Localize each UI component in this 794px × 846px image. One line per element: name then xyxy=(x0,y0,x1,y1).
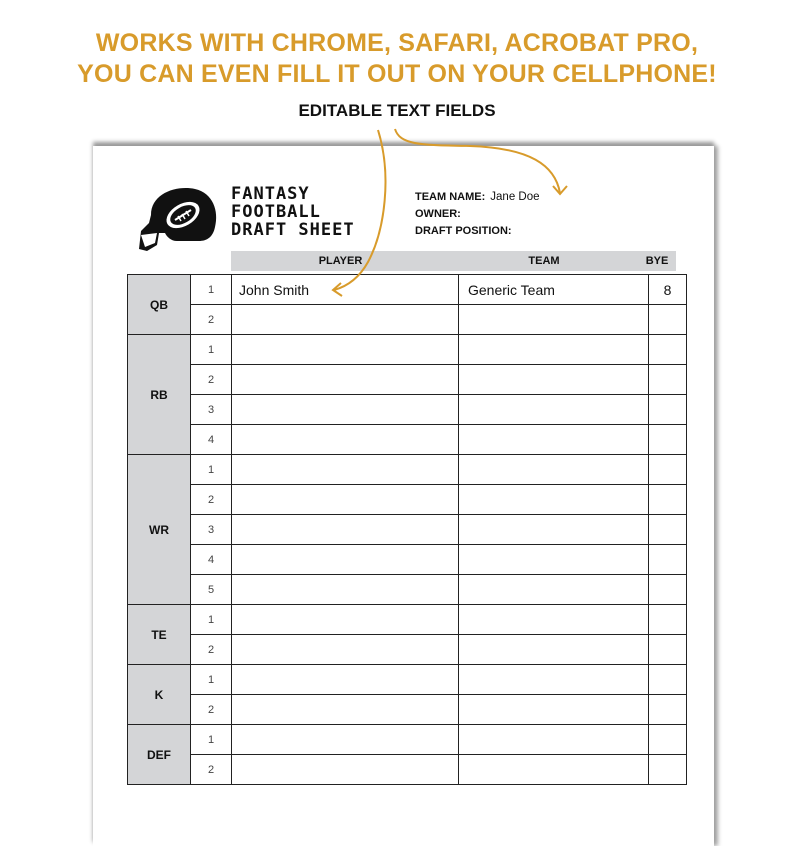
player-field[interactable] xyxy=(232,485,459,515)
bye-field[interactable] xyxy=(649,605,687,635)
bye-field[interactable] xyxy=(649,695,687,725)
player-field[interactable]: John Smith xyxy=(232,275,459,305)
pick-number: 1 xyxy=(191,275,232,305)
table-row xyxy=(128,365,687,395)
bye-field[interactable] xyxy=(649,755,687,785)
team-field[interactable] xyxy=(459,395,649,425)
table-row xyxy=(128,725,687,755)
team-field[interactable] xyxy=(459,305,649,335)
table-row xyxy=(128,335,687,365)
pick-number: 4 xyxy=(191,425,232,455)
table-row xyxy=(128,545,687,575)
team-field[interactable] xyxy=(459,425,649,455)
table-row xyxy=(128,485,687,515)
bye-field[interactable] xyxy=(649,665,687,695)
table-row xyxy=(128,665,687,695)
owner-row xyxy=(415,206,540,223)
position-label: TE xyxy=(128,605,191,665)
bye-field[interactable]: 8 xyxy=(649,275,687,305)
pick-number: 2 xyxy=(191,755,232,785)
position-label: RB xyxy=(128,335,191,455)
sheet-title xyxy=(231,185,355,239)
position-label: QB xyxy=(128,275,191,335)
pick-number: 2 xyxy=(191,635,232,665)
player-field[interactable] xyxy=(232,515,459,545)
bye-field[interactable] xyxy=(649,545,687,575)
bye-field[interactable] xyxy=(649,515,687,545)
player-field[interactable] xyxy=(232,425,459,455)
player-field[interactable] xyxy=(232,335,459,365)
table-row xyxy=(128,305,687,335)
table-row xyxy=(128,635,687,665)
pick-number: 3 xyxy=(191,515,232,545)
table-row xyxy=(128,515,687,545)
pick-number: 2 xyxy=(191,695,232,725)
player-field[interactable] xyxy=(232,665,459,695)
player-field[interactable] xyxy=(232,755,459,785)
owner-label: OWNER: xyxy=(415,208,461,220)
bye-field[interactable] xyxy=(649,425,687,455)
team-field[interactable] xyxy=(459,545,649,575)
pick-number: 3 xyxy=(191,395,232,425)
pick-number: 2 xyxy=(191,305,232,335)
bye-field[interactable] xyxy=(649,335,687,365)
position-label: DEF xyxy=(128,725,191,785)
draft-position-label: DRAFT POSITION: xyxy=(415,225,512,237)
player-field[interactable] xyxy=(232,545,459,575)
bye-field[interactable] xyxy=(649,725,687,755)
headline-line-2: YOU CAN EVEN FILL IT OUT ON YOUR CELLPHONE! xyxy=(77,60,717,88)
pick-number: 1 xyxy=(191,455,232,485)
team-field[interactable] xyxy=(459,695,649,725)
column-header-bar xyxy=(231,251,676,271)
column-header-team: TEAM xyxy=(528,255,560,267)
pick-number: 1 xyxy=(191,665,232,695)
player-field[interactable] xyxy=(232,575,459,605)
team-field[interactable]: Generic Team xyxy=(459,275,649,305)
bye-field[interactable] xyxy=(649,455,687,485)
pick-number: 1 xyxy=(191,605,232,635)
bye-field[interactable] xyxy=(649,395,687,425)
table-row xyxy=(128,695,687,725)
table-row xyxy=(128,455,687,485)
bye-field[interactable] xyxy=(649,575,687,605)
editable-fields-caption: EDITABLE TEXT FIELDS xyxy=(298,101,496,120)
promo-headline xyxy=(0,28,794,90)
player-field[interactable] xyxy=(232,365,459,395)
position-label: WR xyxy=(128,455,191,605)
team-field[interactable] xyxy=(459,755,649,785)
team-field[interactable] xyxy=(459,665,649,695)
player-field[interactable] xyxy=(232,305,459,335)
draft-position-row xyxy=(415,223,540,240)
team-name-field[interactable]: Jane Doe xyxy=(490,191,540,203)
team-field[interactable] xyxy=(459,605,649,635)
bye-field[interactable] xyxy=(649,635,687,665)
football-helmet-icon xyxy=(137,185,219,253)
player-field[interactable] xyxy=(232,635,459,665)
player-field[interactable] xyxy=(232,455,459,485)
player-field[interactable] xyxy=(232,605,459,635)
player-field[interactable] xyxy=(232,695,459,725)
team-name-label: TEAM NAME: xyxy=(415,191,486,203)
team-name-row xyxy=(415,189,540,206)
title-line: DRAFT SHEET xyxy=(231,220,355,240)
title-line: FOOTBALL xyxy=(231,202,321,222)
pick-number: 2 xyxy=(191,365,232,395)
bye-field[interactable] xyxy=(649,365,687,395)
bye-field[interactable] xyxy=(649,305,687,335)
team-field[interactable] xyxy=(459,515,649,545)
team-field[interactable] xyxy=(459,575,649,605)
table-row xyxy=(128,605,687,635)
team-field[interactable] xyxy=(459,455,649,485)
pick-number: 1 xyxy=(191,335,232,365)
pick-number: 1 xyxy=(191,725,232,755)
table-row xyxy=(128,395,687,425)
pick-number: 4 xyxy=(191,545,232,575)
bye-field[interactable] xyxy=(649,485,687,515)
table-row xyxy=(128,275,687,305)
draft-table xyxy=(127,274,687,785)
team-field[interactable] xyxy=(459,725,649,755)
pick-number: 5 xyxy=(191,575,232,605)
team-field[interactable] xyxy=(459,485,649,515)
pick-number: 2 xyxy=(191,485,232,515)
team-field[interactable] xyxy=(459,365,649,395)
player-field[interactable] xyxy=(232,395,459,425)
table-row xyxy=(128,755,687,785)
column-header-bye: BYE xyxy=(645,255,669,267)
team-field[interactable] xyxy=(459,635,649,665)
title-line: FANTASY xyxy=(231,184,310,204)
team-field[interactable] xyxy=(459,335,649,365)
player-field[interactable] xyxy=(232,725,459,755)
position-label: K xyxy=(128,665,191,725)
team-info xyxy=(415,189,540,240)
table-row xyxy=(128,575,687,605)
table-row xyxy=(128,425,687,455)
column-header-player: PLAYER xyxy=(318,255,363,267)
headline-line-1: WORKS WITH CHROME, SAFARI, ACROBAT PRO, xyxy=(95,29,699,57)
